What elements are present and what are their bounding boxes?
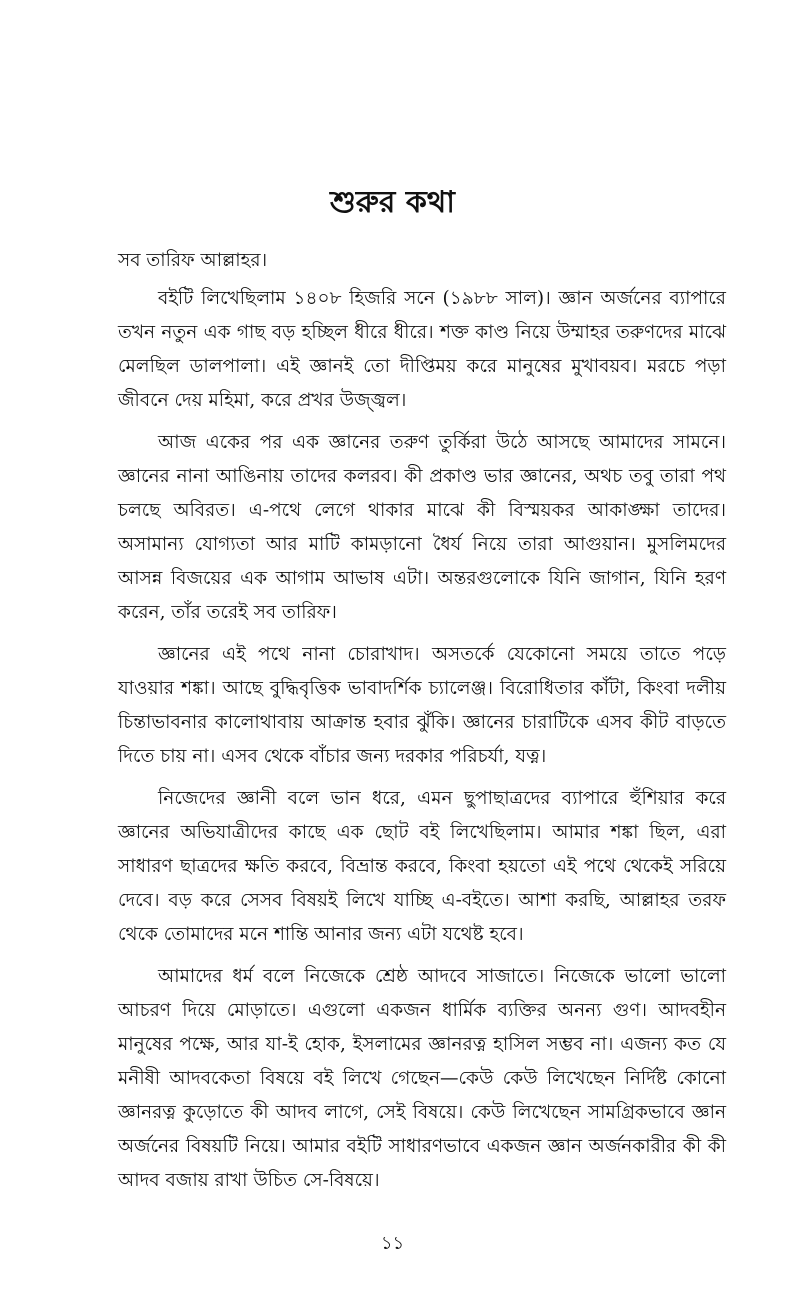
paragraph-5: আমাদের ধর্ম বলে নিজেকে শ্রেষ্ঠ আদবে সাজাতে। নিজেকে ভালো ভালো আচরণ দিয়ে মোড়াতে। এগুলো একজন ধার্মিক ব্যক্তির অনন্য গুণ। আদবহীন মানুষের পক্ষে, আর যা-ই হোক, ইসলামের জ্ঞানরত্ন হাসিল সম্ভব না। এজন্য কত যে মনীষী আদবকেতা বিষয়ে বই লিখে গেছেন—কেউ কেউ লিখেছেন নির্দিষ্ট কোনো জ্ঞানরত্ন কুড়োতে কী আদব লাগে, সেই বিষয়ে। কেউ লিখেছেন সামগ্রিকভাবে জ্ঞান অর্জনের বিষয়টি নিয়ে। আমার বইটি সাধারণভাবে একজন জ্ঞান অর্জনকারীর কী কী আদব বজায় রাখা উচিত সে-বিষয়ে। [118, 966, 726, 1191]
paragraph-2: আজ একের পর এক জ্ঞানের তরুণ তুর্কিরা উঠে আসছে আমাদের সামনে। জ্ঞানের নানা আঙিনায় তাদের কলরব। কী প্রকাণ্ড ভার জ্ঞানের, অথচ তবু তারা পথ চলছে অবিরত। এ-পথে লেগে থাকার মাঝে কী বিস্ময়কর আকাঙ্ক্ষা তাদের। অসামান্য যোগ্যতা আর মাটি কামড়ানো ধৈর্য নিয়ে তারা আগুয়ান। মুসলিমদের আসন্ন বিজয়ের এক আগাম আভাষ এটা। অন্তরগুলোকে যিনি জাগান, যিনি হরণ করেন, তাঁর তরেই সব তারিফ। [118, 432, 726, 623]
body-text [118, 244, 726, 1206]
paragraph-1: বইটি লিখেছিলাম ১৪০৮ হিজরি সনে (১৯৮৮ সাল)। জ্ঞান অর্জনের ব্যাপারে তখন নতুন এক গাছ বড় হচ্ছিল ধীরে ধীরে। শক্ত কাণ্ড নিয়ে উম্মাহর তরুণদের মাঝে মেলছিল ডালপালা। এই জ্ঞানই তো দীপ্তিময় করে মানুষের মুখাবয়ব। মরচে পড়া জীবনে দেয় মহিমা, করে প্রখর উজ্জ্বল। [118, 288, 726, 411]
opening-line: সব তারিফ আল্লাহর। [118, 250, 268, 271]
paragraph-3: জ্ঞানের এই পথে নানা চোরাখাদ। অসতর্কে যেকোনো সময়ে তাতে পড়ে যাওয়ার শঙ্কা। আছে বুদ্ধিবৃত্তিক ভাবাদর্শিক চ্যালেঞ্জ। বিরোধিতার কাঁটা, কিংবা দলীয় চিন্তাভাবনার কালোথাবায় আক্রান্ত হবার ঝুঁকি। জ্ঞানের চারাটিকে এসব কীট বাড়তে দিতে চায় না। এসব থেকে বাঁচার জন্য দরকার পরিচর্যা, যত্ন। [118, 644, 726, 767]
page-number: ১১ [380, 1233, 405, 1254]
chapter-title: শুরুর কথা [330, 185, 455, 220]
paragraph-4: নিজেদের জ্ঞানী বলে ভান ধরে, এমন ছুপাছাত্রদের ব্যাপারে হুঁশিয়ার করে জ্ঞানের অভিযাত্রীদের কাছে এক ছোট বই লিখেছিলাম। আমার শঙ্কা ছিল, এরা সাধারণ ছাত্রদের ক্ষতি করবে, বিভ্রান্ত করবে, কিংবা হয়তো এই পথে থেকেই সরিয়ে দেবে। বড় করে সেসব বিষয়ই লিখে যাচ্ছি এ-বইতে। আশা করছি, আল্লাহর তরফ থেকে তোমাদের মনে শান্তি আনার জন্য এটা যথেষ্ট হবে। [118, 788, 726, 945]
